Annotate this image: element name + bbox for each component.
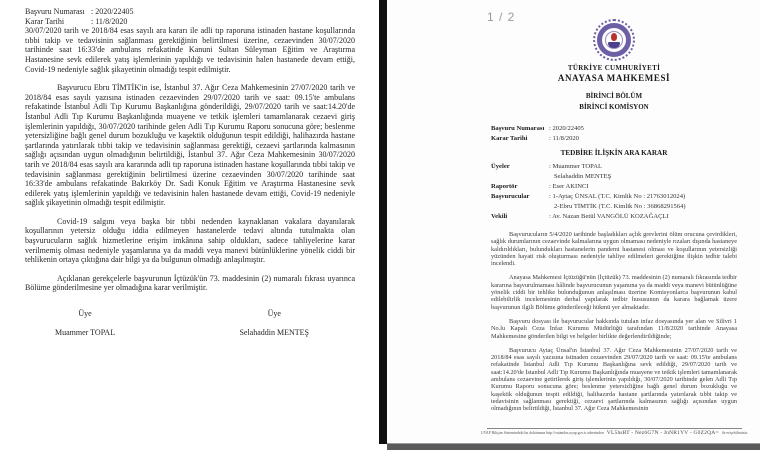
rapporteur-row: [491, 182, 737, 192]
signature-member-2: [239, 309, 309, 337]
decision-date-label: Karar Tarihi: [25, 16, 65, 26]
signature-member-1: [55, 309, 115, 337]
member-name: : Muammer TOPAL: [549, 163, 602, 170]
parties-list: [491, 162, 737, 222]
page-divider: [379, 0, 387, 444]
application-number-row: [491, 124, 737, 134]
applicant-name: 2-Ebru TİMTİK (T.C. Kimlik No : 36868291564): [554, 203, 686, 210]
signature-block: [25, 309, 355, 337]
paragraph: Başvurucu Ebru TİMTİK'in ise, İstanbul 37. Ağır Ceza Mahkemesinin 27/07/2020 tarih ve 2018/84 esas sayılı yazısına istinaden cezaevinden 29/07/2020 tarih ve saat: 09.15'te ambulans refakatinde İstanbul Adli Tıp Kurumu Başkanlığına gönderildiği, 29/07/2020 tarih ve saat:14.20'de İstanbul Adli Tıp Kurumu Başkanlığında muayene ve tetkik işlemleri tamamlanarak cezaevi giriş işlemlerinin yapıldığı, 30/07/2020 tarihinde gelen Adli Tıp Kurumu Raporu sonucuna göre; beslenme yetersizliğine bağlı genel durum bozukluğu ve kaşektik olduğunun tespit edildiği, halihazırda hastane şartlarında yatırılarak tıbbi takip ve tedavisinin sağlanması gerektiği, cezaevi şartlarında kalmasının sağlığı açısından uygun olmadığının belirtildiği, İstanbul 37. Ağır Ceza Mahkemesinin 30/07/2020 tarih ve 2018/84 esas sayılı ara kararında adli tıp raporuna istinaden hastane koşullarında tıbbi takip ve tedavisinin sağlanması gerektiğinin belirtilmesi üzerine cezaevinden 30/07/2020 tarihinde saat 16:33'de ambulans refakatinde Bakırköy Dr. Sadi Konuk Eğitim ve Araştırma Hastanesine sevk edilerek yatış işlemlerinin yapıldığı ve tedavisinin halen hastanede devam ettiği, Covid-19 nedeniyle sağlık şikayetinin olmadığı tespit edilmiştir.: [25, 83, 355, 208]
paragraph: Covid-19 salgını veya başka bir tıbbi nedenden kaynaklanan vakalara dayanılarak koşullarının yetersiz olduğu iddia edilmeyen hastanelerde tedavi altında tutulmakta olan başvurucuların sağlık hizmetlerine erişim imkânına sahip oldukları, sadece tahliyelerine karar verilmemiş olması nedeniyle yaşamlarına ya da maddi veya manevi bütünlüklerine yönelik ciddi bir tehlikenin ortaya çıktığına dair bilgi ya da bulgunun olmadığı anlaşılmıştır.: [25, 216, 355, 265]
member-name: Selahaddin MENTEŞ: [554, 173, 612, 180]
applicants-row: [491, 192, 737, 212]
left-document-page: [0, 0, 379, 450]
header-court: ANAYASA MAHKEMESİ: [557, 73, 671, 83]
decision-date-label: Karar Tarihi: [491, 135, 528, 142]
page-indicator: 1 / 2: [487, 10, 516, 24]
constitutional-court-seal-icon: [593, 19, 635, 61]
paragraph: Başvurucuların 5/4/2020 tarihinde başladıkları açlık grevlerini ölüm orucuna çevirdikleri, sağlık durumlarının cezaevinde kalmalarına uygun olmaması nedeniyle rızaları dışında hastaneye kaldırıldıkları, bulundukları hastanelerin pandemi hastanesi olması ve koşullarının yetersizliği yüzünden hayati risk oluşturması nedeniyle tahliye edilmeleri gerektiğine ilişkin tedbir talebi incelendi.: [491, 231, 737, 268]
applicants-values: [549, 192, 686, 212]
application-number-label: Başvuru Numarası: [25, 7, 85, 16]
uyap-verification-footer: [480, 428, 749, 436]
application-number-label: Başvuru Numarası: [491, 125, 545, 132]
uyap-footer-text: UYAP Bilişim Sistemindeki bu dokümana http://vatandas.uyap.gov.tr adresinden: [480, 431, 604, 435]
counsel-value: [549, 212, 669, 222]
application-number-row: [25, 7, 355, 17]
viewer-bottom-bar: [387, 443, 760, 450]
counsel-label: Vekili: [491, 213, 508, 220]
decision-date-row: [491, 134, 737, 144]
paragraph: Açıklanan gerekçelerle başvurunun İçtüzük'ün 73. maddesinin (2) numaralı fıkrası uyarınca Bölüme gönderilmesine yer olmadığına karar verilmiştir.: [25, 273, 355, 293]
header-commission: BİRİNCİ KOMİSYON: [579, 103, 649, 111]
seal-bowl-icon: [608, 42, 620, 48]
decision-date-row: [25, 17, 355, 27]
counsel-row: [491, 212, 737, 222]
application-number-value: : 2020/22405: [549, 125, 584, 132]
rapporteur-value: [549, 182, 589, 192]
seal-flame-icon: [611, 33, 617, 41]
paragraph: 30/07/2020 tarih ve 2018/84 esas sayılı ara kararı ile adli tıp raporuna istinaden hastane koşullarında tıbbi takip ve tedavisinin sağlanması gerektiğinin belirtilmesi üzerine, cezaevinden 30/07/2020 tarihinde saat 16:33'de ambulans refakatinde Kanuni Sultan Süleyman Eğitim ve Araştırma Hastanesine sevk edilerek yatış işlemlerinin yapıldığı ve tedavisinin halen hastanede devam ettiği, Covid-19 nedeniyle sağlık şikayetinin olmadığı tespit edilmiştir.: [25, 26, 355, 74]
decision-date-value: : 11/8/2020: [549, 135, 579, 142]
applicant-name: : 1-Aytaç ÜNSAL (T.C. Kimlik No : 21763012024): [549, 193, 686, 200]
members-values: [549, 162, 611, 182]
members-row: [491, 162, 737, 182]
header-section: BİRİNCİ BÖLÜM: [585, 92, 643, 100]
rapporteur-label: Raportör: [491, 183, 518, 190]
decision-title: TEDBİRE İLİŞKİN ARA KARAR: [560, 149, 668, 157]
counsel-name: : Av. Nazan Betül VANGÖLÜ KOZAĞAÇLI: [549, 213, 669, 220]
paragraph: Başvurucu Aytaç Ünsal'ın İstanbul 37. Ağır Ceza Mahkemesinin 27/07/2020 tarih ve 2018/84 esas sayılı yazısına istinaden cezaevinden 29/07/2020 tarih ve saat: 09.15'te ambulans refakatinde İstanbul Adli Tıp Kurumu Başkanlığına sevk edildiği, 29/07/2020 tarih ve saat:14.20'de İstanbul Adli Tıp Kurumu Başkanlığında muayene ve tetkik işlemleri tamamlanarak ambulans cezaevine getirilerek giriş işlemlerinin yapıldığı, 30/07/2020 tarihinde gelen Adli Tıp Kurumu Raporu sonucuna göre; beslenme yetersizliğine bağlı genel durum bozukluğu ve kaşektik olduğunun tespit edildiği, halihazırda hastane şartlarında yatırılarak tıbbi takip ve tedavisinin sağlanması gerektiği, cezaevi şartlarında kalmasının sağlığı açısından uygun olmadığının belirtildiği, İstanbul 37. Ağır Ceza Mahkemesinin: [491, 346, 738, 413]
header-country: TÜRKİYE CUMHURİYETİ: [567, 64, 661, 72]
uyap-footer-suffix: ile erişebilirsiniz.: [721, 431, 749, 435]
seal-center: [605, 31, 623, 49]
application-number-value: : 2020/22405: [91, 7, 134, 16]
paragraph: Başvuru dosyası ile başvurucular hakkında tutulan infaz dosyasında yer alan ve Silivri 1 No.lu Kapalı Ceza İnfaz Kurumu Müdürlüğü tarafından 11/8/2020 tarihinde Anayasa Mahkemesine gönderilen bilgi ve belgeler birlikte değerlendirildiğinde;: [491, 317, 737, 340]
applicants-label: Başvurucular: [491, 193, 530, 200]
member-name: Muammer TOPAL: [55, 327, 116, 337]
member-title: Üye: [78, 309, 92, 319]
members-label: Üyeler: [491, 163, 510, 170]
document-preview-pane: [387, 0, 760, 450]
left-page-text-block: [25, 7, 355, 337]
member-title: Üye: [267, 309, 281, 319]
member-name: Selahaddin MENTEŞ: [239, 327, 309, 337]
paragraph: Anayasa Mahkemesi İçtüzüğü'nün (İçtüzük) 73. maddesinin (2) numaralı fıkrasında tedbir kararına başvurulmaması hâlinde başvurucunun yaşamına ya da maddi veya manevi bütünlüğüne yönelik ciddi bir tehlike bulunduğunun anlaşılması üzerine Komisyonlarca başvurunun kabul edilebilirlik incelemesinin derhal yapılarak tedbir hususunun da karara bağlamak üzere başvurunun ilgili Bölüme gönderileceği hükmü yer almaktadır.: [491, 274, 737, 311]
uyap-verification-code: VL5hsRT - Nez6G7N - JnNR1YV - G0Z2QA=: [606, 430, 719, 436]
rapporteur-name: : Eser AKINCI: [549, 183, 589, 190]
right-page-text-block: [491, 0, 737, 413]
case-meta: [491, 124, 737, 144]
decision-date-value: : 11/8/2020: [91, 16, 128, 26]
